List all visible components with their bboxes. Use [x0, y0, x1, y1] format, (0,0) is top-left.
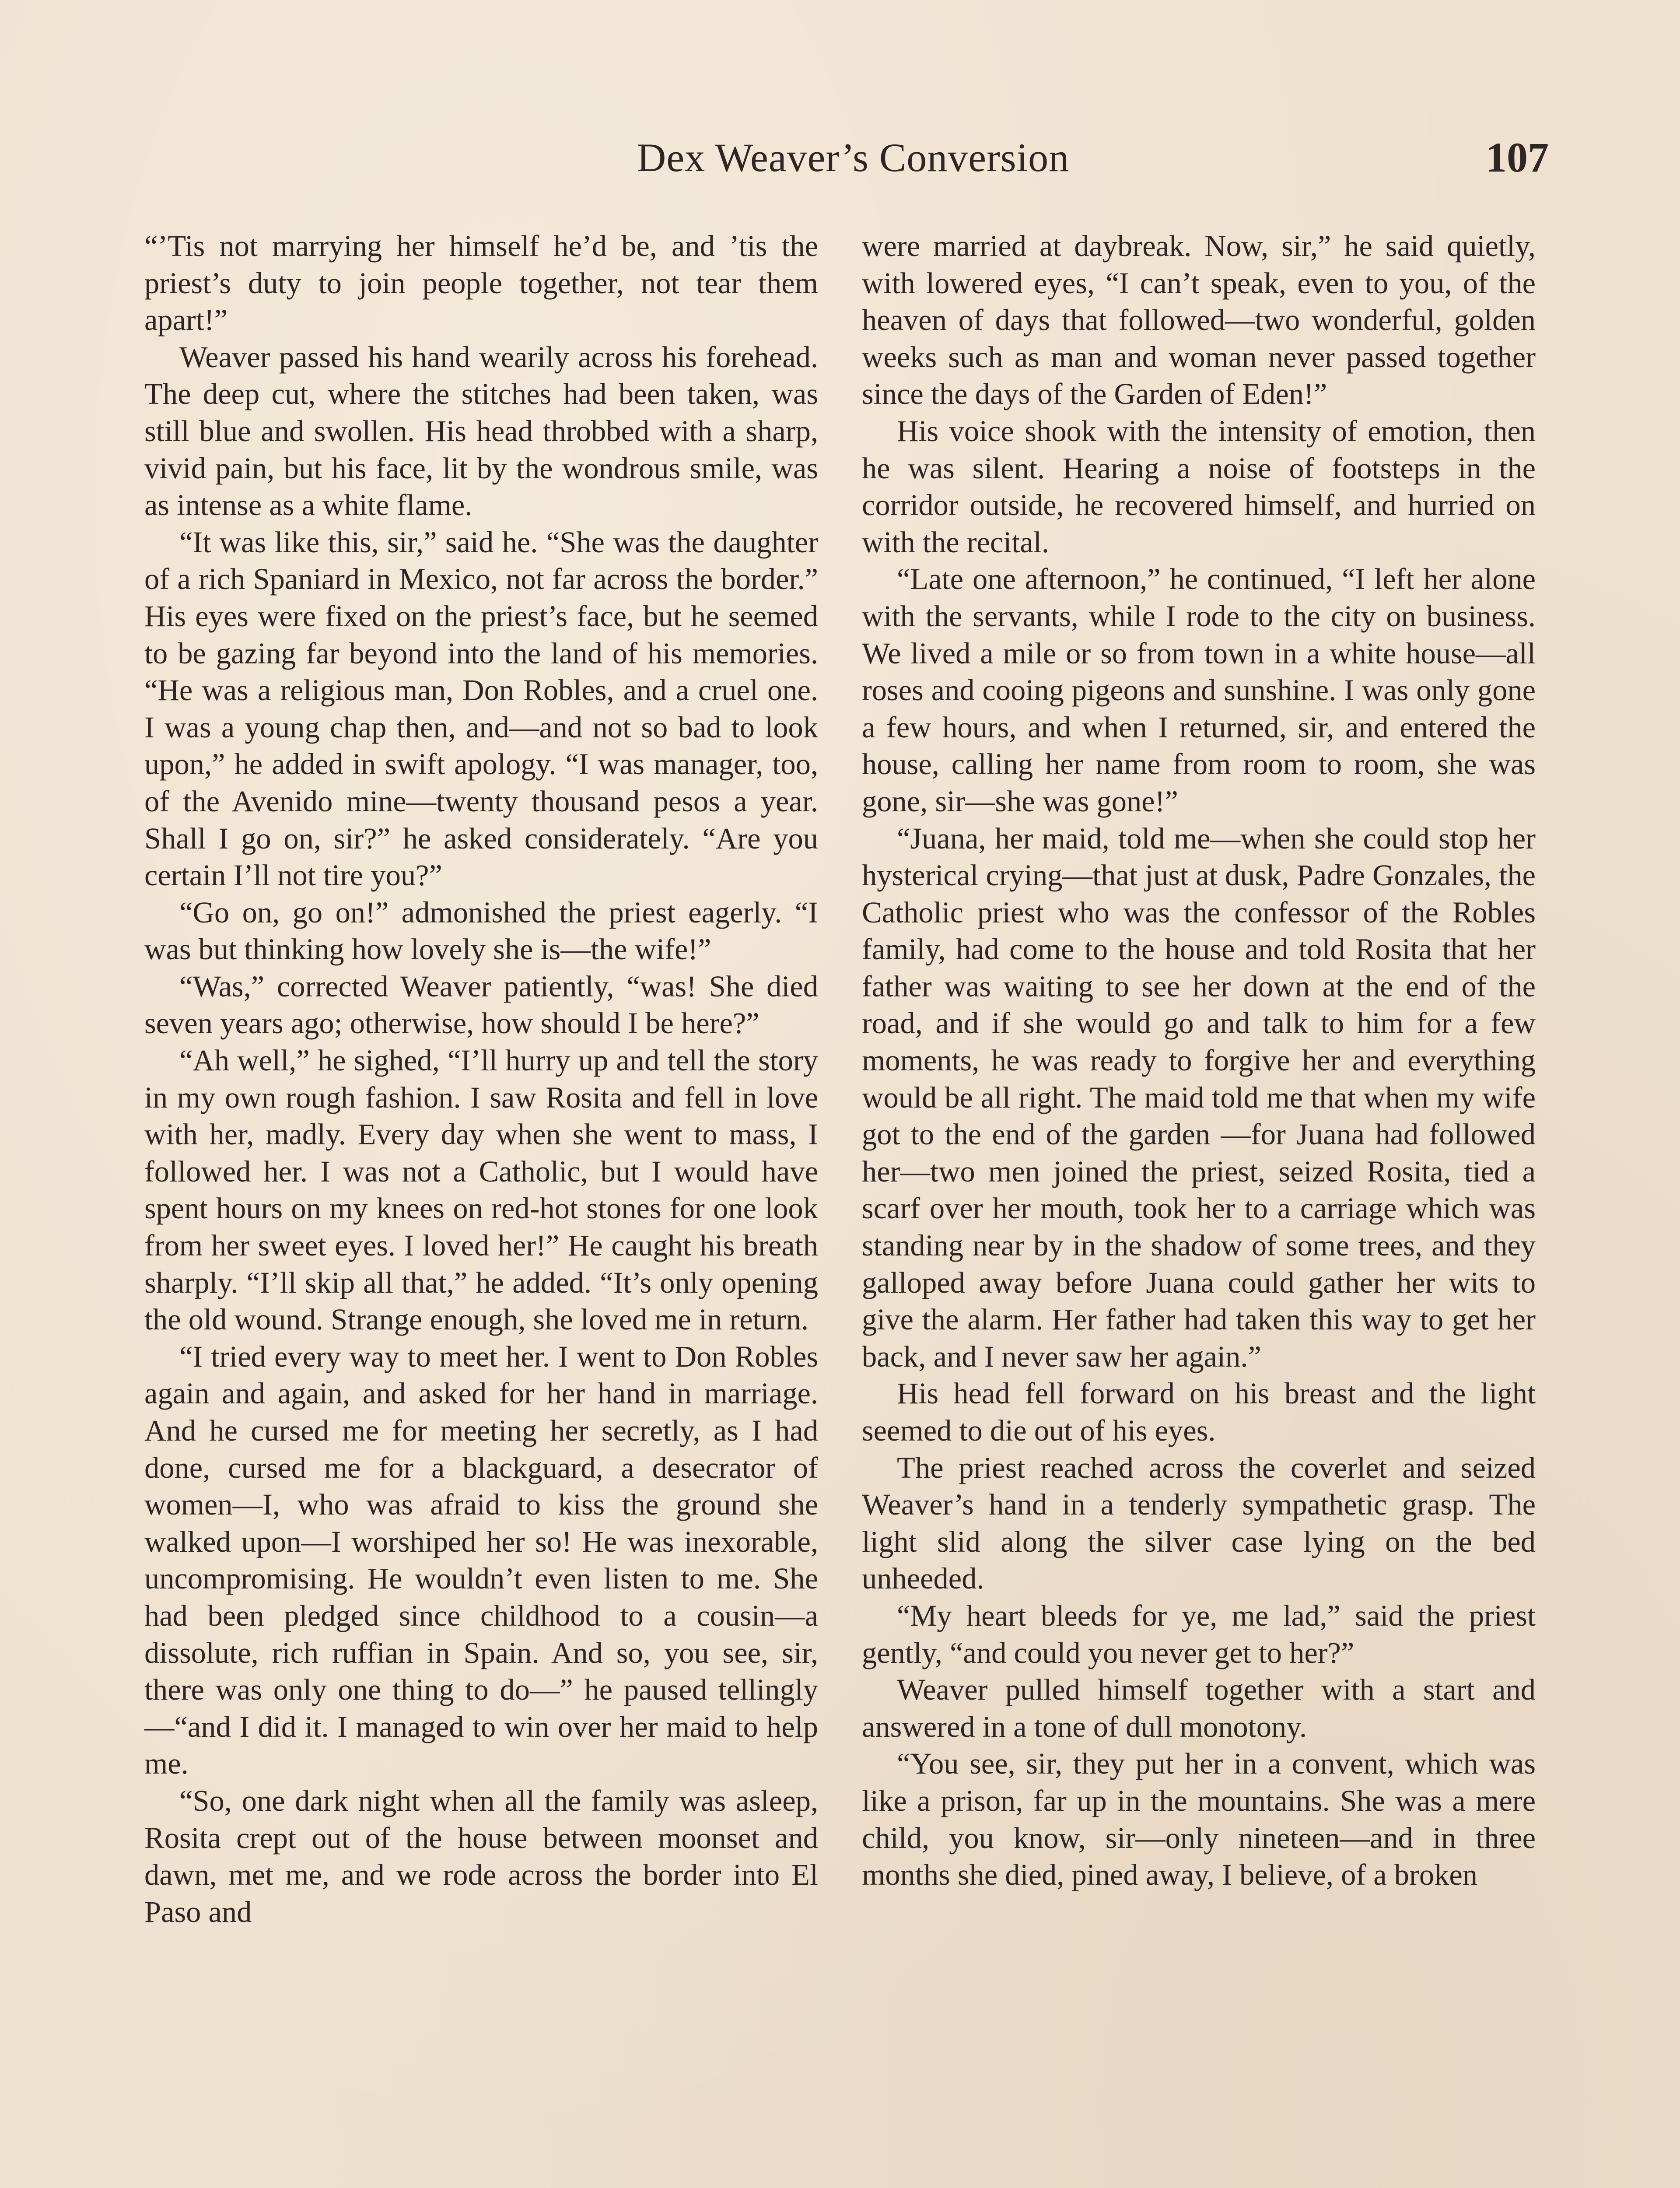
- paragraph: “Ah well,” he sighed, “I’ll hurry up and tell the story in my own rough fashion. I saw Rosita and fell in love with her, madly. Every day when she went to mass, I followed her. I was not a Catholic, but I would have spent hours on my knees on red-hot stones for one look from her sweet eyes. I loved her!” He caught his breath sharply. “I’ll skip all that,” he added. “It’s only opening the old wound. Strange enough, she loved me in return.: [144, 1044, 818, 1336]
- paragraph: were married at daybreak. Now, sir,” he said quietly, with lowered eyes, “I can’t speak, even to you, of the heaven of days that followed—two wonderful, golden weeks such as man and woman never passed together since the days of the Garden of Eden!”: [862, 229, 1536, 411]
- paragraph: “Juana, her maid, told me—when she could stop her hysterical crying—that just at dusk, Padre Gonzales, the Catholic priest who was the confessor of the Robles family, had come to the house and told Rosita that her father was waiting to see her down at the end of the road, and if she would go and talk to him for a few moments, he was ready to forgive her and everything would be all right. The maid told me that when my wife got to the end of the garden —for Juana had followed her—two men joined the priest, seized Rosita, tied a scarf over her mouth, took her to a carriage which was standing near by in the shadow of some trees, and they galloped away before Juana could gather her wits to give the alarm. Her father had taken this way to get her back, and I never saw her again.”: [862, 821, 1536, 1373]
- paragraph: His head fell forward on his breast and the light seemed to die out of his eyes.: [862, 1377, 1536, 1447]
- paragraph: “My heart bleeds for ye, me lad,” said the priest gently, “and could you never get to her?”: [862, 1599, 1536, 1669]
- paragraph: “Go on, go on!” admonished the priest eagerly. “I was but thinking how lovely she is—the wife!”: [144, 895, 818, 966]
- left-text-column: [144, 228, 818, 1930]
- running-title: Dex Weaver’s Conversion: [637, 135, 1070, 180]
- paragraph: Weaver passed his hand wearily across his forehead. The deep cut, where the stitches had been taken, was still blue and swollen. His head throbbed with a sharp, vivid pain, but his face, lit by the wondrous smile, was as intense as a white flame.: [144, 340, 818, 522]
- right-text-column: [862, 228, 1536, 1893]
- page-number: 107: [1486, 134, 1549, 181]
- paragraph: His voice shook with the intensity of emotion, then he was silent. Hearing a noise of footsteps in the corridor outside, he recovered himself, and hurried on with the recital.: [862, 414, 1536, 559]
- paragraph: “It was like this, sir,” said he. “She was the daughter of a rich Spaniard in Mexico, not far across the border.” His eyes were fixed on the priest’s face, but he seemed to be gazing far beyond into the land of his memories. “He was a religious man, Don Robles, and a cruel one. I was a young chap then, and—and not so bad to look upon,” he added in swift apology. “I was manager, too, of the Avenido mine—twenty thousand pesos a year. Shall I go on, sir?” he asked considerately. “Are you certain I’ll not tire you?”: [144, 525, 818, 892]
- paragraph: “Late one afternoon,” he continued, “I left her alone with the servants, while I rode to the city on business. We lived a mile or so from town in a white house—all roses and cooing pigeons and sunshine. I was only gone a few hours, and when I returned, sir, and entered the house, calling her name from room to room, she was gone, sir—she was gone!”: [862, 562, 1536, 818]
- paragraph: “Was,” corrected Weaver patiently, “was! She died seven years ago; otherwise, how should I be here?”: [144, 969, 818, 1040]
- paragraph: “You see, sir, they put her in a convent, which was like a prison, far up in the mountains. She was a mere child, you know, sir—only nineteen—and in three months she died, pined away, I believe, of a broken: [862, 1747, 1536, 1892]
- paragraph: “I tried every way to meet her. I went to Don Robles again and again, and asked for her hand in marriage. And he cursed me for meeting her secretly, as I had done, cursed me for a blackguard, a desecrator of women—I, who was afraid to kiss the ground she walked upon—I worshiped her so! He was inexorable, uncompromising. He wouldn’t even listen to me. She had been pledged since childhood to a cousin—a dissolute, rich ruffian in Spain. And so, you see, sir, there was only one thing to do—” he paused tellingly—“and I did it. I managed to win over her maid to help me.: [144, 1339, 818, 1781]
- paragraph: Weaver pulled himself together with a start and answered in a tone of dull monotony.: [862, 1673, 1536, 1743]
- paragraph: “So, one dark night when all the family was asleep, Rosita crept out of the house between moonset and dawn, met me, and we rode across the border into El Paso and: [144, 1784, 818, 1929]
- paragraph: The priest reached across the coverlet and seized Weaver’s hand in a tenderly sympathetic grasp. The light slid along the silver case lying on the bed unheeded.: [862, 1451, 1536, 1595]
- paragraph: “’Tis not marrying her himself he’d be, and ’tis the priest’s duty to join people together, not tear them apart!”: [144, 229, 818, 337]
